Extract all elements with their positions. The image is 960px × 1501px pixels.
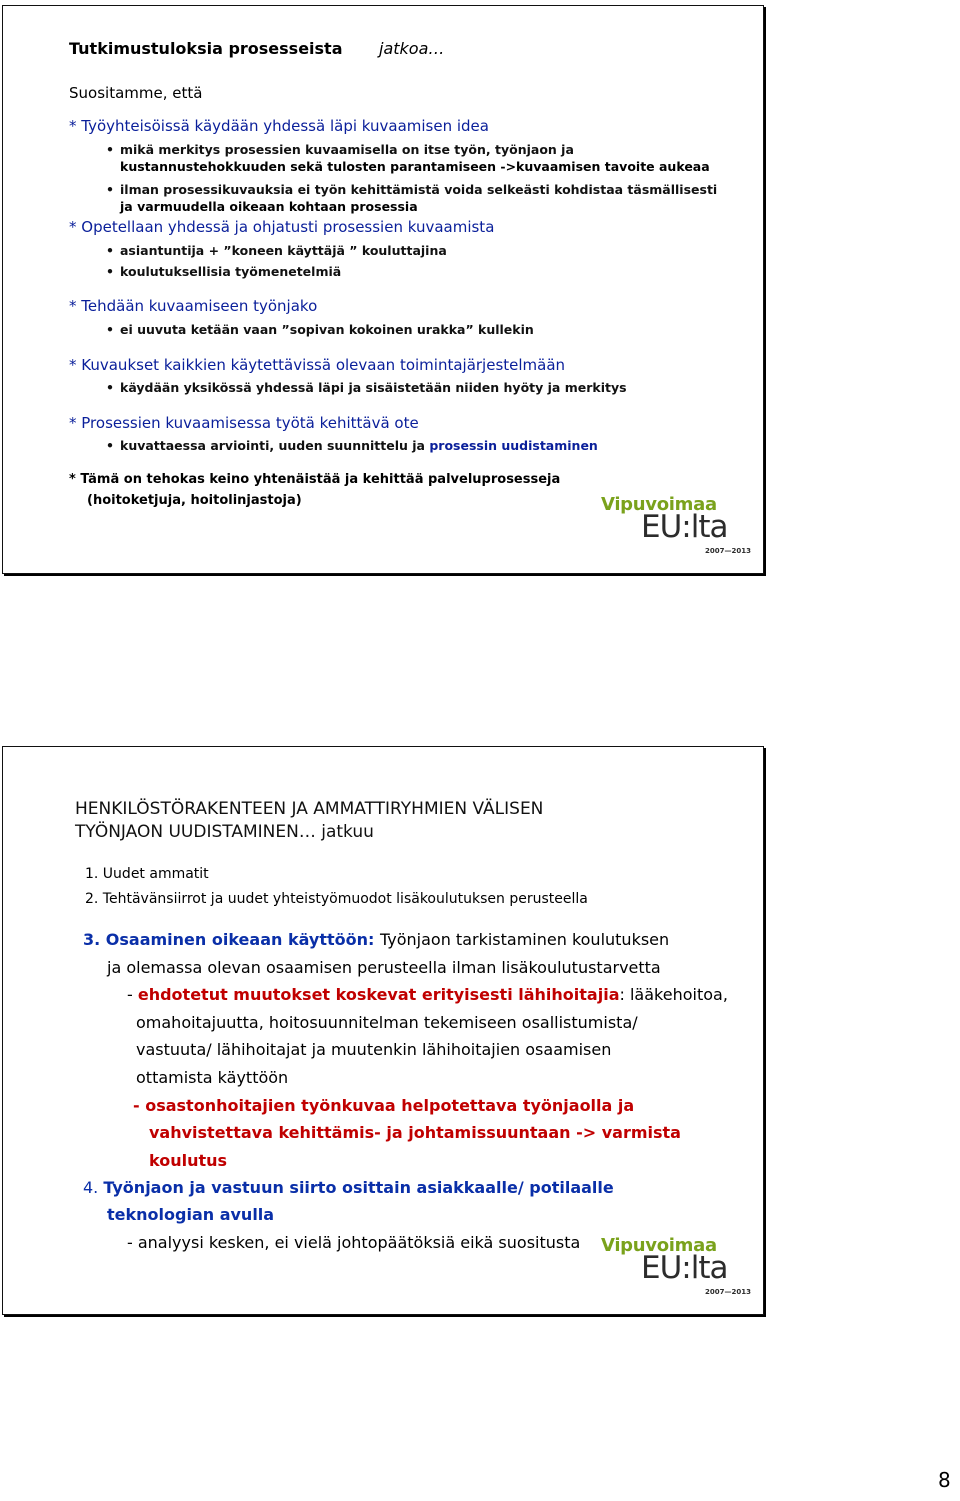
item-bold: Osaaminen oikeaan käyttöön <box>105 930 368 949</box>
bullet-text: mikä merkitys prosessien kuvaamisella on itse työn, työnjaon ja <box>120 142 574 157</box>
slide-1 <box>2 5 764 574</box>
slide-2 <box>2 746 764 1315</box>
section-heading: * Opetellaan yhdessä ja ohjatusti prosessien kuvaamista <box>69 218 495 236</box>
section-heading: * Kuvaukset kaikkien käytettävissä olevaan toimintajärjestelmään <box>69 356 566 374</box>
bullet-item <box>106 322 534 337</box>
bullet-icon: • <box>106 322 114 337</box>
bullet-text: käydään yksikössä yhdessä läpi ja sisäistetään niiden hyöty ja merkitys <box>120 380 627 395</box>
logo-top-text: Vipuvoimaa <box>601 1235 717 1256</box>
bullet-text-highlight: prosessin uudistaminen <box>429 438 598 453</box>
sub-text: : lääkehoitoa, <box>619 985 728 1004</box>
closing-line: (hoitoketjuja, hoitolinjastoja) <box>87 493 302 508</box>
closing-line: * Tämä on tehokas keino yhtenäistää ja kehittää palveluprosesseja <box>69 472 561 487</box>
bullet-icon: • <box>106 380 114 395</box>
page-number: 8 <box>938 1468 951 1492</box>
item-number: 4. <box>83 1178 104 1197</box>
sub-item-cont: vahvistettava kehittämis- ja johtamissuuntaan -> varmista <box>149 1123 681 1142</box>
bullet-text: ei uuvuta ketään vaan ”sopivan kokoinen urakka” kullekin <box>120 322 534 337</box>
bullet-icon: • <box>106 142 114 157</box>
sub-item-cont: koulutus <box>149 1151 228 1170</box>
bullet-icon: • <box>106 264 114 279</box>
item-text: Työnjaon tarkistaminen koulutuksen <box>379 930 670 949</box>
bullet-item <box>106 438 598 453</box>
sub-item <box>127 985 728 1004</box>
section-heading: * Työyhteisöissä käydään yhdessä läpi kuvaamisen idea <box>69 117 489 135</box>
bullet-item <box>106 264 341 279</box>
slide-2-title-line2: TYÖNJAON UUDISTAMINEN… jatkuu <box>75 822 374 842</box>
sub-item: - osastonhoitajien työnkuvaa helpotettava työnjaolla ja <box>133 1096 635 1115</box>
bullet-text-cont: kustannustehokkuuden sekä tulosten parantamiseen ->kuvaamisen tavoite aukeaa <box>120 159 710 174</box>
bullet-text: ilman prosessikuvauksia ei työn kehittämistä voida selkeästi kohdistaa täsmällisesti <box>120 182 718 197</box>
section-heading: * Tehdään kuvaamiseen työnjako <box>69 297 318 315</box>
slide-1-intro: Suositamme, että <box>69 84 203 102</box>
bullet-text: koulutuksellisia työmenetelmiä <box>120 264 342 279</box>
sub-item-cont: ottamista käyttöön <box>136 1068 289 1087</box>
vipuvoimaa-logo <box>601 1235 751 1305</box>
bullet-item <box>106 142 574 157</box>
slide-1-title-suffix: jatkoa… <box>379 39 445 58</box>
bullet-text: kuvattaessa arviointi, uuden suunnittelu ja <box>120 438 430 453</box>
logo-main-text: EU:lta <box>641 509 728 545</box>
bullet-text: asiantuntija + ”koneen käyttäjä ” kouluttajina <box>120 243 447 258</box>
bullet-item <box>106 182 717 197</box>
sub-item-cont: vastuuta/ lähihoitajat ja muutenkin lähihoitajien osaamisen <box>136 1040 612 1059</box>
sub-item-cont: omahoitajuutta, hoitosuunnitelman tekemiseen osallistumista/ <box>136 1013 638 1032</box>
item-number: 3. <box>83 930 106 949</box>
logo-top-text: Vipuvoimaa <box>601 494 717 515</box>
sub-dash: - <box>127 985 138 1004</box>
bullet-text-cont: ja varmuudella oikeaan kohtaan prosessia <box>120 199 418 214</box>
item-bold: Työnjaon ja vastuun siirto osittain asiakkaalle/ potilaalle <box>103 1178 614 1197</box>
list-item <box>83 1178 614 1197</box>
logo-years: 2007—2013 <box>705 547 751 555</box>
section-heading: * Prosessien kuvaamisessa työtä kehittävä ote <box>69 414 419 432</box>
vipuvoimaa-logo <box>601 494 751 564</box>
bullet-item <box>106 380 627 395</box>
sub-item: - analyysi kesken, ei vielä johtopäätöksiä eikä suositusta <box>127 1233 581 1252</box>
list-item <box>83 930 669 949</box>
bullet-icon: • <box>106 182 114 197</box>
sub-highlight: ehdotetut muutokset koskevat erityisesti lähihoitajia <box>137 985 620 1004</box>
list-item: 2. Tehtävänsiirrot ja uudet yhteistyömuodot lisäkoulutuksen perusteella <box>85 891 588 907</box>
item-colon: : <box>368 930 380 949</box>
logo-main-text: EU:lta <box>641 1250 728 1286</box>
slide-1-title: Tutkimustuloksia prosesseista <box>69 39 343 58</box>
list-item: 1. Uudet ammatit <box>85 866 209 882</box>
bullet-icon: • <box>106 438 114 453</box>
slide-2-title-line1: HENKILÖSTÖRAKENTEEN JA AMMATTIRYHMIEN VÄLISEN <box>75 799 544 819</box>
list-item-cont: teknologian avulla <box>107 1205 275 1224</box>
bullet-icon: • <box>106 243 114 258</box>
bullet-item <box>106 243 447 258</box>
logo-years: 2007—2013 <box>705 1288 751 1296</box>
list-item-cont: ja olemassa olevan osaamisen perusteella ilman lisäkoulutustarvetta <box>107 958 661 977</box>
